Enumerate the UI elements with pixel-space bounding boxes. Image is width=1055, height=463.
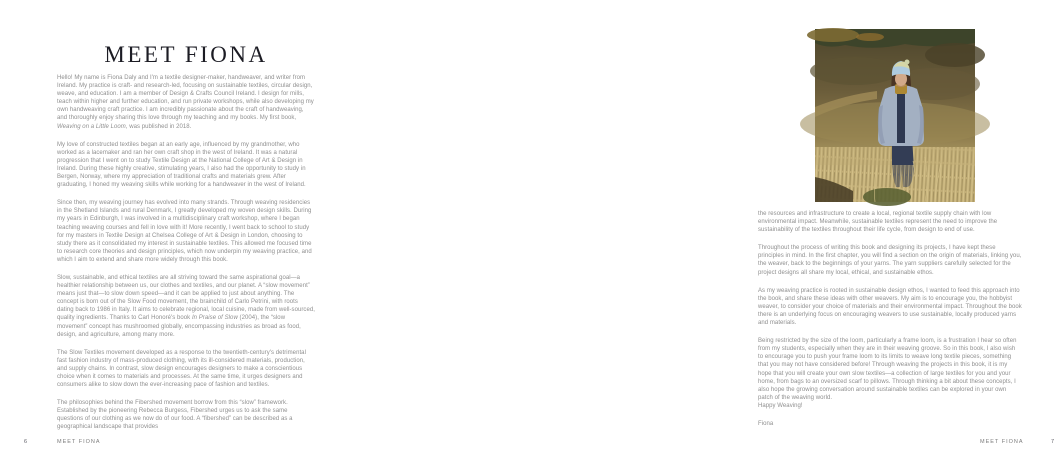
hillside-shadow xyxy=(925,43,985,67)
paragraph: My love of constructed textiles began at an early age, influenced by my grandmother, who worked as a lacemaker and ran her own craft shop in the west of Ireland. It was a natural progression that I went on to study Textile Design at the National College of Art & Design in Ireland. During these highly creative, stimulating years, I also had the opportunity to study in Bergen, Norway, where my appreciation of traditional crafts and materials grew. After graduating, I honed my weaving skills while working for a handweaver in the west of Ireland. xyxy=(57,141,306,189)
green-tuft xyxy=(863,188,911,206)
beanie-bobble xyxy=(905,60,910,65)
right-paragraphs xyxy=(758,210,1022,402)
paragraph: Throughout the process of writing this book and designing its projects, I have kept these principles in mind. In the first chapter, you will find a section on the origin of materials, linking you, the weaver, back to the beginnings of your yarns. The yarn suppliers carefully selected for the project designs all share my local, ethical, and sustainable ethos. xyxy=(758,245,1022,276)
right-page xyxy=(360,0,1055,463)
paragraph: Slow, sustainable, and ethical textiles are all striving toward the same aspirational goal—a healthier relationship between us, our clothes and textiles, and our planet. A “slow movement” means just that—to slow down speed—and it can be applied to just about anything. The concept is born out of the Slow Food movement, the brainchild of Carlo Petrini, with roots dating back to 1986 in Italy. It aims to celebrate regional, local cuisine, made from well-sourced, quality ingredients. Thanks to Carl Honoré's book In Praise of Slow (2004), the “slow movement” concept has mushroomed globally, encompassing industries as broad as food, design, and agriculture, among many more. xyxy=(57,274,315,338)
author-photo xyxy=(815,29,975,202)
running-header-right: MEET FIONA xyxy=(980,439,1024,445)
chapter-title: MEET FIONA xyxy=(104,42,268,68)
paragraph: The philosophies behind the Fibershed movement borrow from this “slow” framework. Established by the pioneering Rebecca Burgess, Fibershed urges us to ask the same questions of our clothing as we now do of our food. A “fibershed” can be described as a geographical landscape that provides xyxy=(57,400,293,431)
autumn-patch xyxy=(807,28,859,42)
page-number-right: 7 xyxy=(1051,439,1055,445)
autumn-patch xyxy=(856,33,884,41)
paragraph: Since then, my weaving journey has evolved into many strands. Through weaving residencies in the Shetland Islands and rural Denmark, I greatly developed my woven design skills. During my years in Edinburgh, I was involved in a multidisciplinary craft workshop, where I began teaching weaving courses and fell in love with it! More recently, I went back to school to study for my masters in Textile Design at Chelsea College of Art & Design in London, choosing to study there as it consolidated my interest in sustainable textiles. This allowed me focused time to research core theories and design principles, which now underpin my weaving practice, and which I aim to extend and share more widely through this book. xyxy=(57,200,312,263)
page-number-left: 6 xyxy=(24,439,29,445)
left-page xyxy=(0,0,360,463)
paragraph: Being restricted by the size of the loom, particularly a frame loom, is a frustration I hear so often from my students, especially when they are in their weaving groove. So in this book, I also wish to encourage you to push your frame loom to its limits to weave long textile pieces, something that you may not have considered before! Through weaving the projects in this book, it is my hope that you will create your own slow textiles—a collection of large textiles for you and your home, from bags to an oversized scarf to pillows. Through thinking a bit about these concepts, I also hope the growing conversation around sustainable textiles can be explored in your own patch of the weaving world. xyxy=(758,338,1017,401)
paragraph: The Slow Textiles movement developed as a response to the twentieth-century's detrimental fast fashion industry of mass-produced clothing, with its ill-considered materials, production, and supply chains. In contrast, slow design encourages designers to make a conscientious choice when it comes to materials and processes. At the same time, it urges designers and consumers alike to slow down the ever-increasing pace of fashion and textiles. xyxy=(57,349,306,389)
signoff-block xyxy=(758,402,1022,428)
right-body-text xyxy=(758,210,1022,428)
running-header-left: MEET FIONA xyxy=(57,439,101,445)
hillside-shadow xyxy=(810,57,900,85)
inner-top xyxy=(897,93,905,143)
signature: Fiona xyxy=(758,420,774,427)
paragraph: the resources and infrastructure to create a local, regional textile supply chain with low environmental impact. Meanwhile, sustainable textiles represent the need to improve the sustainability of the textiles throughout their life cycle, from design to end of use. xyxy=(758,211,998,234)
paragraph: Hello! My name is Fiona Daly and I'm a textile designer-maker, handweaver, and writer from Ireland. My practice is craft- and research-led, focusing on sustainable textiles, circular design, weave, and education. I am a member of Design & Crafts Council Ireland. I design for mills, teach within higher and further education, and run private workshops, while also developing my own handweaving craft practice. I am incredibly passionate about the craft of handweaving, and thoroughly enjoy sharing this love through my teaching and my books. My first book, Weaving on a Little Loom, was published in 2018. xyxy=(57,75,314,130)
left-body-text xyxy=(57,74,315,432)
signoff: Happy Weaving! xyxy=(758,402,803,409)
paragraph: As my weaving practice is rooted in sustainable design ethos, I wanted to feed this approach into the book, and share these ideas with other weavers. My aim is to encourage you, the hobbyist weaver, to consider your choice of materials and their environmental impact. Throughout the book there is an underlying focus on encouraging weavers to use sustainable, locally produced yarns and materials. xyxy=(758,287,1022,327)
